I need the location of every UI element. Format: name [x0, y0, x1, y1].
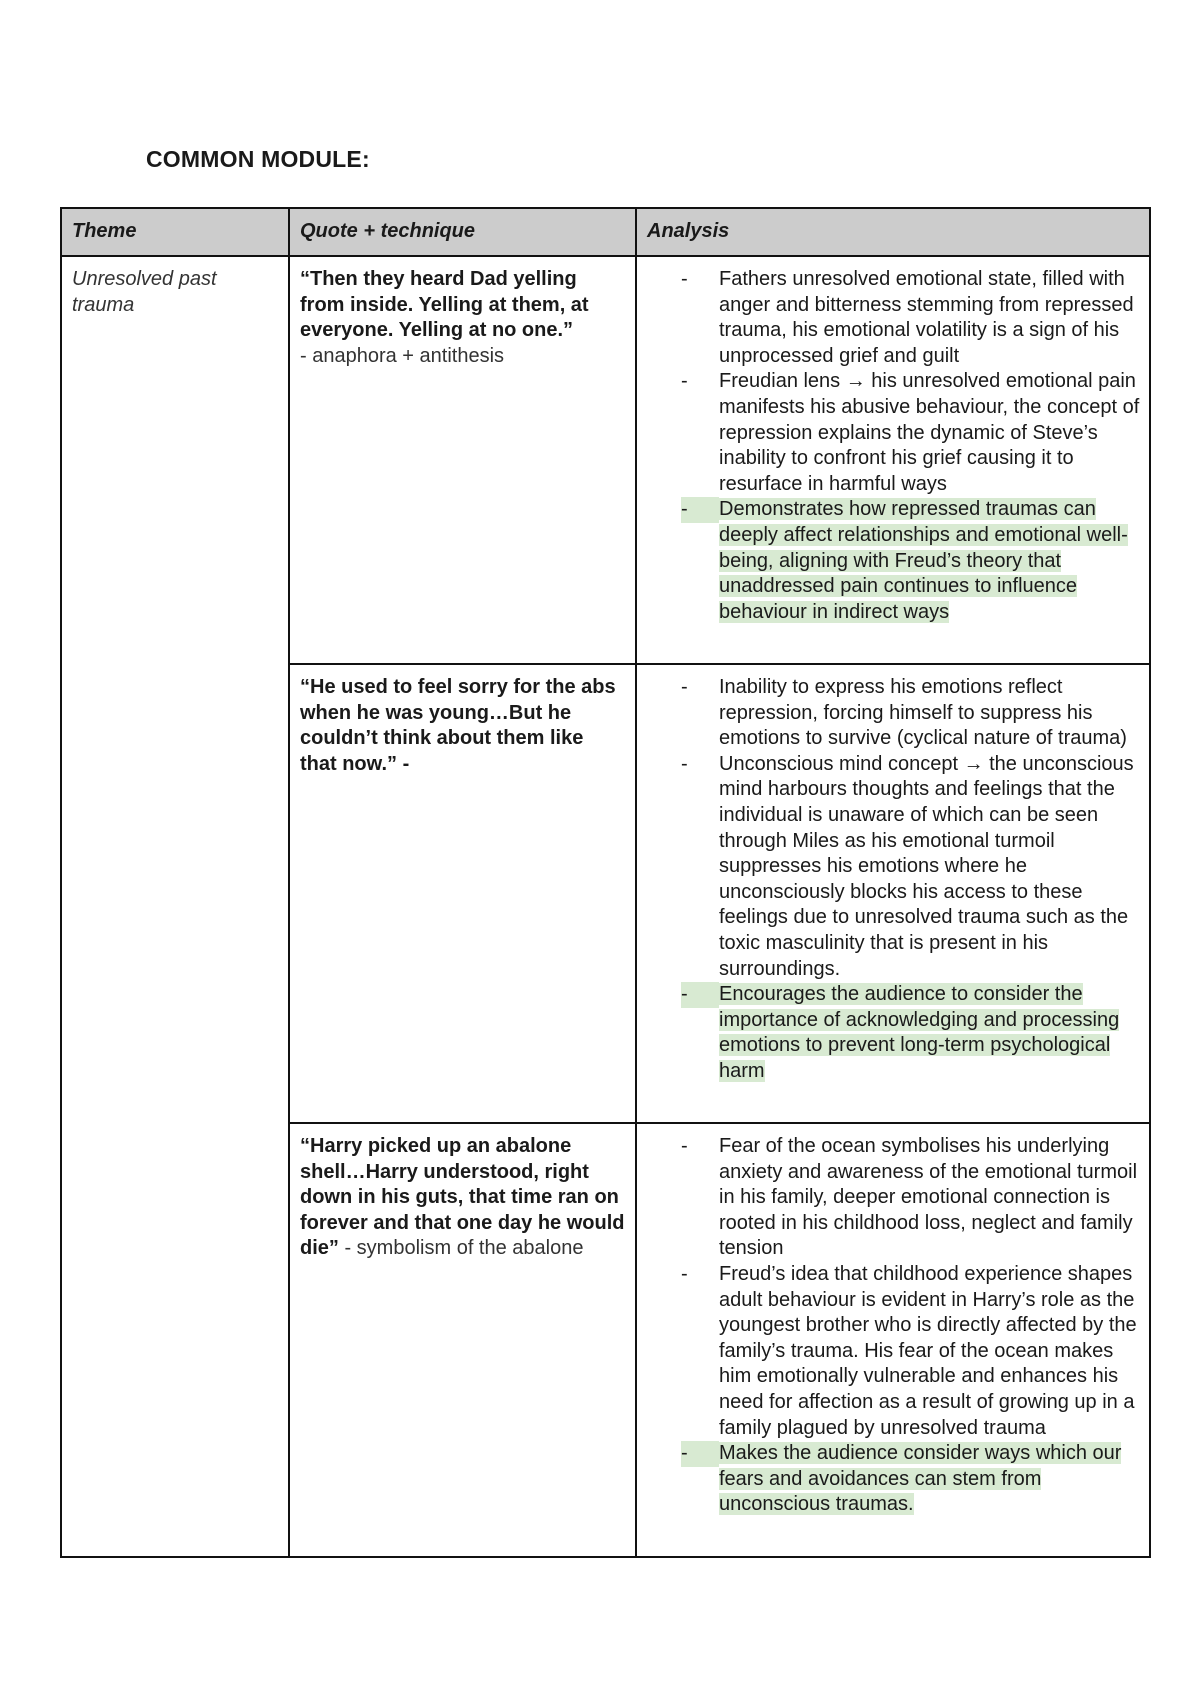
analysis-cell — [636, 1123, 1150, 1557]
analysis-point: - Fathers unresolved emotional state, filled with anger and bitterness stemming from repressed trauma, his emotional volatility is a sign of his unprocessed grief and guilt — [681, 268, 1134, 367]
dash-bullet: - — [681, 752, 688, 775]
header-analysis: Analysis — [636, 208, 1150, 256]
quote-text: “Then they heard Dad yelling from inside. Yelling at them, at everyone. Yelling at no one.” — [300, 268, 589, 342]
dash-bullet: - — [681, 370, 688, 393]
analysis-point: - Inability to express his emotions reflect repression, forcing himself to suppress his emotions to survive (cyclical nature of trauma) — [681, 676, 1127, 750]
quote-text: “Harry picked up an abalone shell…Harry understood, right down in his guts, that time ran on forever and that one day he would die” — [300, 1135, 625, 1260]
dash-bullet: - — [681, 1262, 688, 1285]
analysis-point-highlighted: - Makes the audience consider ways which our fears and avoidances can stem from unconscious traumas. — [681, 1442, 1122, 1516]
page-title: COMMON MODULE: — [146, 146, 370, 172]
dash-bullet: - — [681, 268, 688, 290]
analysis-point: - Unconscious mind concept → the unconscious mind harbours thoughts and feelings that the individual is unaware of which can be seen through Miles as his emotional turmoil suppresses his emotions where he unconsciously blocks his access to these feelings due to unresolved trauma such as the toxic masculinity that is present in his surroundings. — [681, 752, 1134, 980]
analysis-cell — [636, 256, 1150, 664]
header-quote-technique: Quote + technique — [289, 208, 636, 256]
quote-cell — [289, 1123, 636, 1557]
technique-text: - symbolism of the abalone — [344, 1237, 584, 1260]
analysis-point: - Freudian lens → his unresolved emotional pain manifests his abusive behaviour, the concept of repression explains the dynamic of Steve’s inability to confront his grief causing it to resurface in harmful ways — [681, 370, 1140, 495]
dash-bullet: - — [681, 1441, 719, 1467]
analysis-cell — [636, 664, 1150, 1123]
theme-cell: Unresolved past trauma — [61, 256, 289, 1557]
common-module-table — [60, 207, 1151, 1558]
analysis-list — [681, 267, 1141, 625]
analysis-point: - Fear of the ocean symbolises his underlying anxiety and awareness of the emotional turmoil in his family, deeper emotional connection is rooted in his childhood loss, neglect and family tension — [681, 1135, 1138, 1260]
dash-bullet: - — [681, 676, 688, 698]
analysis-point-highlighted: - Demonstrates how repressed traumas can deeply affect relationships and emotional well-being, aligning with Freud’s theory that unaddressed pain continues to influence behaviour in indirect ways — [681, 498, 1128, 623]
quote-text: “He used to feel sorry for the abs when he was young…But he couldn’t think about them like that now.” - — [300, 676, 616, 775]
analysis-point-highlighted: - Encourages the audience to consider the importance of acknowledging and processing emotions to prevent long-term psychological harm — [681, 983, 1120, 1082]
dash-bullet: - — [681, 1135, 688, 1157]
analysis-list — [681, 675, 1141, 1085]
table-header-row — [61, 208, 1150, 256]
technique-text: - anaphora + antithesis — [300, 344, 505, 367]
analysis-point: - Freud’s idea that childhood experience shapes adult behaviour is evident in Harry’s role as the youngest brother who is directly affected by the family’s trauma. His fear of the ocean makes him emotionally vulnerable and enhances his need for affection as a result of growing up in a family plagued by unresolved trauma — [681, 1262, 1137, 1439]
analysis-list — [681, 1134, 1141, 1518]
header-theme: Theme — [61, 208, 289, 256]
table-row — [61, 256, 1150, 664]
quote-cell — [289, 256, 636, 664]
quote-cell — [289, 664, 636, 1123]
dash-bullet: - — [681, 497, 719, 523]
dash-bullet: - — [681, 982, 719, 1008]
